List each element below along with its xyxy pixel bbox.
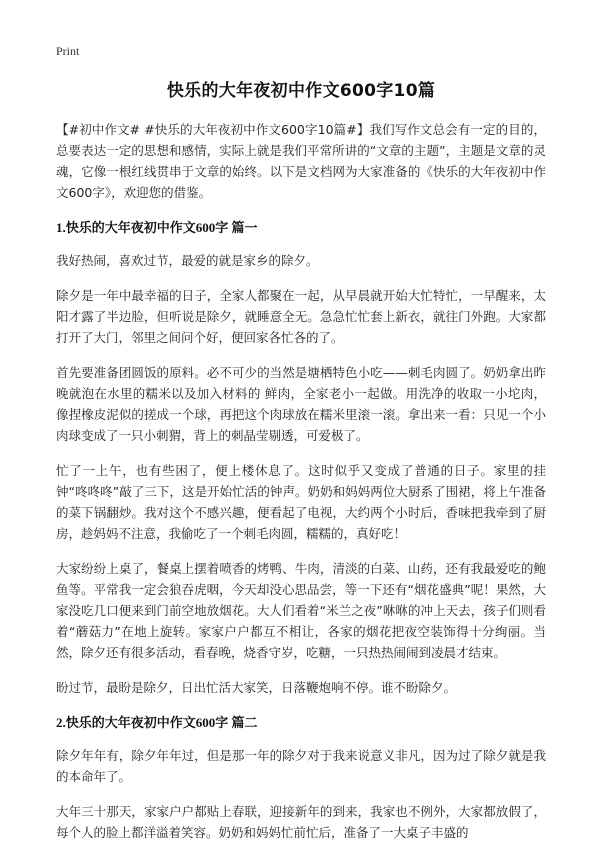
section-1-paragraph-4: 忙了一上午，也有些困了，便上楼休息了。这时似乎又变成了普通的日子。家里的挂钟“咚咚咚”敲了三下，这是开始忙活的钟声。奶奶和妈妈两位大厨系了围裙，将上午准备的菜下锅翻炒。我对这个不感兴趣，便看起了电视，大约两个小时后，香味把我牵到了厨房，趁妈妈不注意，我偷吃了一个刺毛肉圆，糯糯的，真好吃！ bbox=[56, 463, 546, 541]
intro-paragraph: 【#初中作文# #快乐的大年夜初中作文600字10篇#】我们写作文总会有一定的目的，总要表达一定的思想和感情，实际上就是我们平常所讲的“文章的主题”，主题是文章的灵魂，它像一根红线贯串于文章的始终。以下是文档网为大家准备的《快乐的大年夜初中作文600字》，欢迎您的借鉴。 bbox=[56, 122, 546, 200]
section-heading-1: 1.快乐的大年夜初中作文600字 篇一 bbox=[56, 220, 258, 235]
document-body bbox=[56, 76, 546, 857]
section-2-paragraph-1: 除夕年年有，除夕年年过，但是那一年的除夕对于我来说意义非凡，因为过了除夕就是我的本命年了。 bbox=[56, 748, 546, 784]
section-1-paragraph-5: 大家纷纷上桌了，餐桌上摆着喷香的烤鸭、牛肉，清淡的白菜、山药，还有我最爱吃的鲍鱼等。平常我一定会狼吞虎咽，今天却没心思品尝，等一下还有“烟花盛典”呢！果然，大家没吃几口便来到门前空地放烟花。大人们看着“米兰之夜”咻咻的冲上天去，孩子们则看着“蘑菇力”在地上旋转。家家户户都互不相让，各家的烟花把夜空装饰得十分绚丽。当然，除夕还有很多活动，看春晚，烧香守岁，吃糖，一只热热闹闹到凌晨才结束。 bbox=[56, 561, 546, 660]
section-1-paragraph-6: 盼过节，最盼是除夕，日出忙活大家笑，日落鞭炮响不停。谁不盼除夕。 bbox=[56, 680, 457, 695]
section-1-paragraph-1: 我好热闹，喜欢过节，最爱的就是家乡的除夕。 bbox=[56, 253, 319, 268]
section-2-paragraph-2: 大年三十那天，家家户户都贴上春联，迎接新年的到来，我家也不例外，大家都放假了，每个人的脸上都洋溢着笑容。奶奶和妈妈忙前忙后，准备了一大桌子丰盛的 bbox=[56, 804, 546, 840]
print-link[interactable]: Print bbox=[56, 44, 80, 58]
page-title: 快乐的大年夜初中作文600字10篇 bbox=[166, 81, 436, 101]
section-1-paragraph-3: 首先要准备团圆饭的原料。必不可少的当然是塘栖特色小吃——刺毛肉圆了。奶奶拿出昨晚就泡在水里的糯米以及加入材料的 鲜肉，全家老小一起做。用洗净的收取一小坨肉，像捏橡皮泥似的搓成一个球，再把这个肉球放在糯米里滚一滚。拿出来一看：只见一个小肉球变成了一只小刺猬，背上的刺晶莹剔透，可爱极了。 bbox=[56, 365, 546, 443]
section-heading-2: 2.快乐的大年夜初中作文600字 篇二 bbox=[56, 715, 258, 730]
section-1-paragraph-2: 除夕是一年中最幸福的日子，全家人都聚在一起，从早晨就开始大忙特忙，一早醒来，太阳才露了半边脸，但听说是除夕，就睡意全无。急急忙忙套上新衣，就往门外跑。大家都打开了大门，邻里之间问个好，便回家各忙各的了。 bbox=[56, 288, 546, 345]
